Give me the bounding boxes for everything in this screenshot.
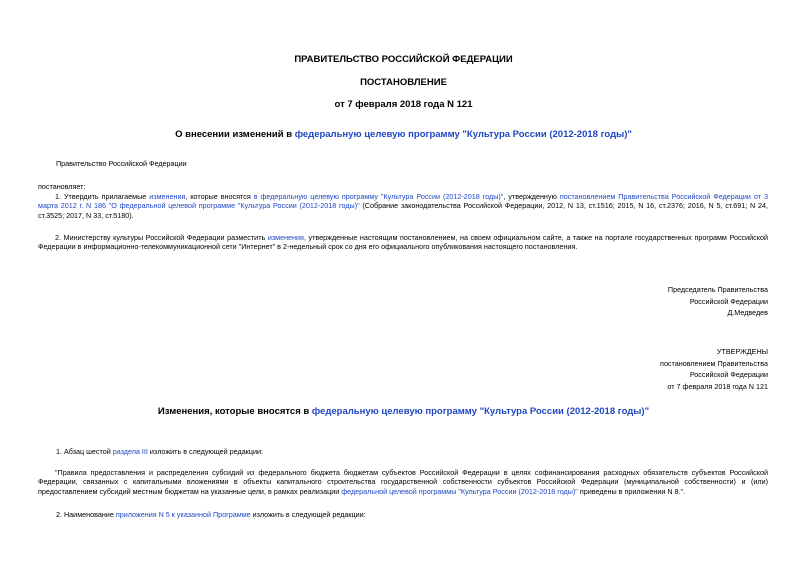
item-2-text-1: 2. Министерству культуры Российской Федерации разместить: [55, 233, 268, 242]
signature-country: Российской Федерации: [689, 296, 768, 306]
signature-block: [668, 284, 768, 319]
quote-text-2: приведены в приложении N 8.".: [577, 486, 686, 496]
resolution-title-prefix: О внесении изменений в: [175, 129, 295, 140]
program-link[interactable]: федеральную целевую программу "Культура России (2012-2018 годы)": [294, 129, 632, 140]
change-1-text-1: 1. Абзац шестой: [56, 447, 113, 456]
changes-title-prefix: Изменения, которые вносятся в: [157, 406, 312, 417]
decides-line: постановляет:: [38, 182, 86, 191]
decree-186-link[interactable]: постановлением Правительства Российской Федерации от 3 марта 2012 г. N 186 "О федеральной целевой программе "Культура России (2012-2018 годы)": [38, 192, 768, 211]
item-2-text-2: , утвержденные настоящим постановлением, на своем официальном сайте, а также на портале государственных программ Российской Федерации в информационно-телекоммуникационной сети "Интернет" в 2-недельный срок со дня его официального опубликования настоящего постановления.: [38, 233, 768, 252]
signature-name: Д.Медведев: [727, 308, 768, 317]
item-1-text-1: 1. Утвердить прилагаемые: [55, 192, 150, 201]
changes-link-2[interactable]: изменения: [267, 233, 304, 242]
government-line: Правительство Российской Федерации: [56, 159, 187, 168]
item-1-text-4: (Собрание законодательства Российской Федерации, 2012, N 13, ст.1516; 2015, N 16, ст.2376; 2016, N 5, ст.691; N 24, ст.3525; 2017, N 33, ст.5180).: [38, 201, 768, 220]
approval-decree: постановлением Правительства: [660, 358, 768, 368]
section-iii-link[interactable]: раздела III: [112, 447, 148, 456]
change-2-line: [56, 510, 366, 519]
approval-title: УТВЕРЖДЕНЫ: [716, 347, 768, 356]
approval-date: от 7 февраля 2018 года N 121: [667, 381, 768, 391]
quote-text-1: "Правила предоставления и распределения субсидий из федерального бюджета бюджетам субъектов Российской Федерации в целях софинансирования расходных обязательств субъектов Российской Федерации, связанных с капитальными вложениями в объекты капитального строительства государственной собственности субъектов Российской Федерации (муниципальной собственности) и (или) предоставлением субсидий местным бюджетам на указанные цели, в рамках реализации: [38, 468, 768, 496]
change-2-text-1: 2. Наименование: [56, 510, 116, 519]
government-heading: ПРАВИТЕЛЬСТВО РОССИЙСКОЙ ФЕДЕРАЦИИ: [294, 54, 513, 65]
resolution-title: [0, 129, 807, 141]
change-1-text-2: изложить в следующей редакции:: [147, 447, 263, 456]
item-1-text-3: , утвержденную: [503, 192, 560, 201]
change-2-text-2: изложить в следующей редакции:: [250, 510, 366, 519]
date-number-heading: от 7 февраля 2018 года N 121: [334, 99, 473, 110]
program-link-2[interactable]: в федеральную целевую программу "Культура России (2012-2018 годы)": [253, 192, 504, 201]
approval-country: Российской Федерации: [689, 370, 768, 379]
program-link-3[interactable]: федеральную целевую программу "Культура России (2012-2018 годы)": [311, 406, 650, 417]
change-1-line: [56, 447, 263, 456]
item-1-text-2: , которые вносятся: [185, 192, 254, 201]
document-type-heading: ПОСТАНОВЛЕНИЕ: [360, 77, 447, 88]
quote-paragraph: [38, 468, 768, 496]
changes-link[interactable]: изменения: [149, 192, 186, 201]
program-link-4[interactable]: федеральной целевой программы "Культура России (2012-2018 годы)": [341, 486, 578, 496]
item-2-paragraph: [38, 233, 768, 252]
approval-block: [660, 346, 768, 392]
item-1-paragraph: [38, 192, 768, 220]
changes-title: [0, 406, 807, 418]
signature-title: Председатель Правительства: [667, 285, 768, 294]
appendix-5-link[interactable]: приложения N 5 к указанной Программе: [115, 510, 251, 519]
